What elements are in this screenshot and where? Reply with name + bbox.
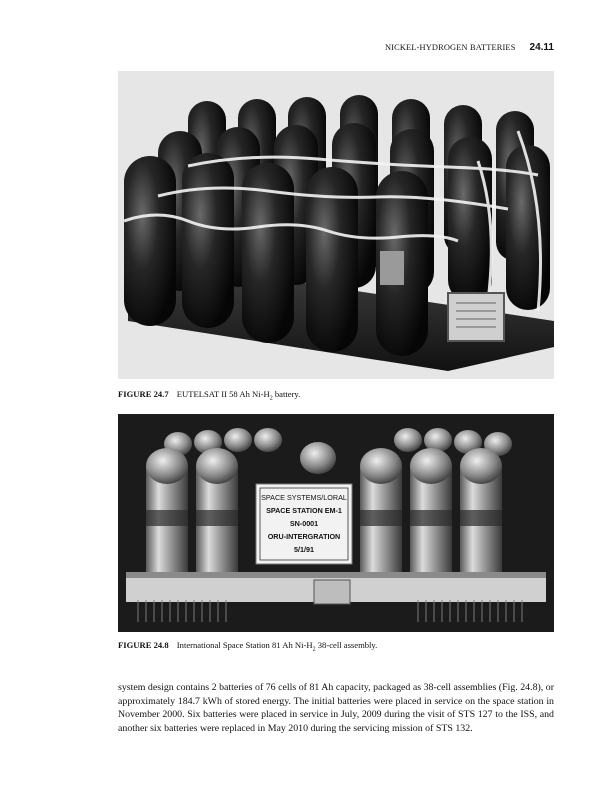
eutelsat-battery-image: [118, 71, 554, 379]
caption-text: International Space Station 81 Ah $Ni-H_2$ 38-cell assembly.: [176, 640, 378, 653]
label-plate-line-1: SPACE SYSTEMS/LORAL: [261, 493, 347, 502]
figure-24-7-caption: [118, 389, 554, 405]
body-paragraph: system design contains 2 batteries of 76 cells of 81 Ah capacity, packaged as 38-cell assemblies (Fig. 24.8), or approximately 184.7 kWh of stored energy. The initial batteries were placed in service on the space station in November 2000. Six batteries were placed in service in July, 2009 during the visit of STS 127 to the ISS, and another six batteries were replaced in May 2010 during the servicing mission of STS 132.: [118, 682, 554, 734]
iss-battery-image: [118, 414, 554, 632]
label-plate-line-4: ORU-INTERGRATION: [267, 532, 341, 541]
label-plate-line-2: SPACE STATION EM-1: [266, 506, 342, 515]
page-number: 24.11: [529, 42, 554, 53]
figure-number: FIGURE 24.7: [118, 389, 169, 399]
page-header: [118, 42, 554, 53]
label-plate-line-5: 5/1/91: [294, 545, 314, 554]
iss-battery-photo: [118, 414, 554, 632]
figure-24-8-caption: [118, 640, 554, 656]
caption-text: EUTELSAT II 58 Ah $Ni-H_2$ battery.: [176, 389, 301, 402]
figure-number: FIGURE 24.8: [118, 640, 169, 650]
running-head: NICKEL-HYDROGEN BATTERIES: [384, 43, 516, 52]
label-plate-line-3: SN-0001: [289, 519, 319, 528]
eutelsat-battery-photo: [118, 71, 554, 379]
